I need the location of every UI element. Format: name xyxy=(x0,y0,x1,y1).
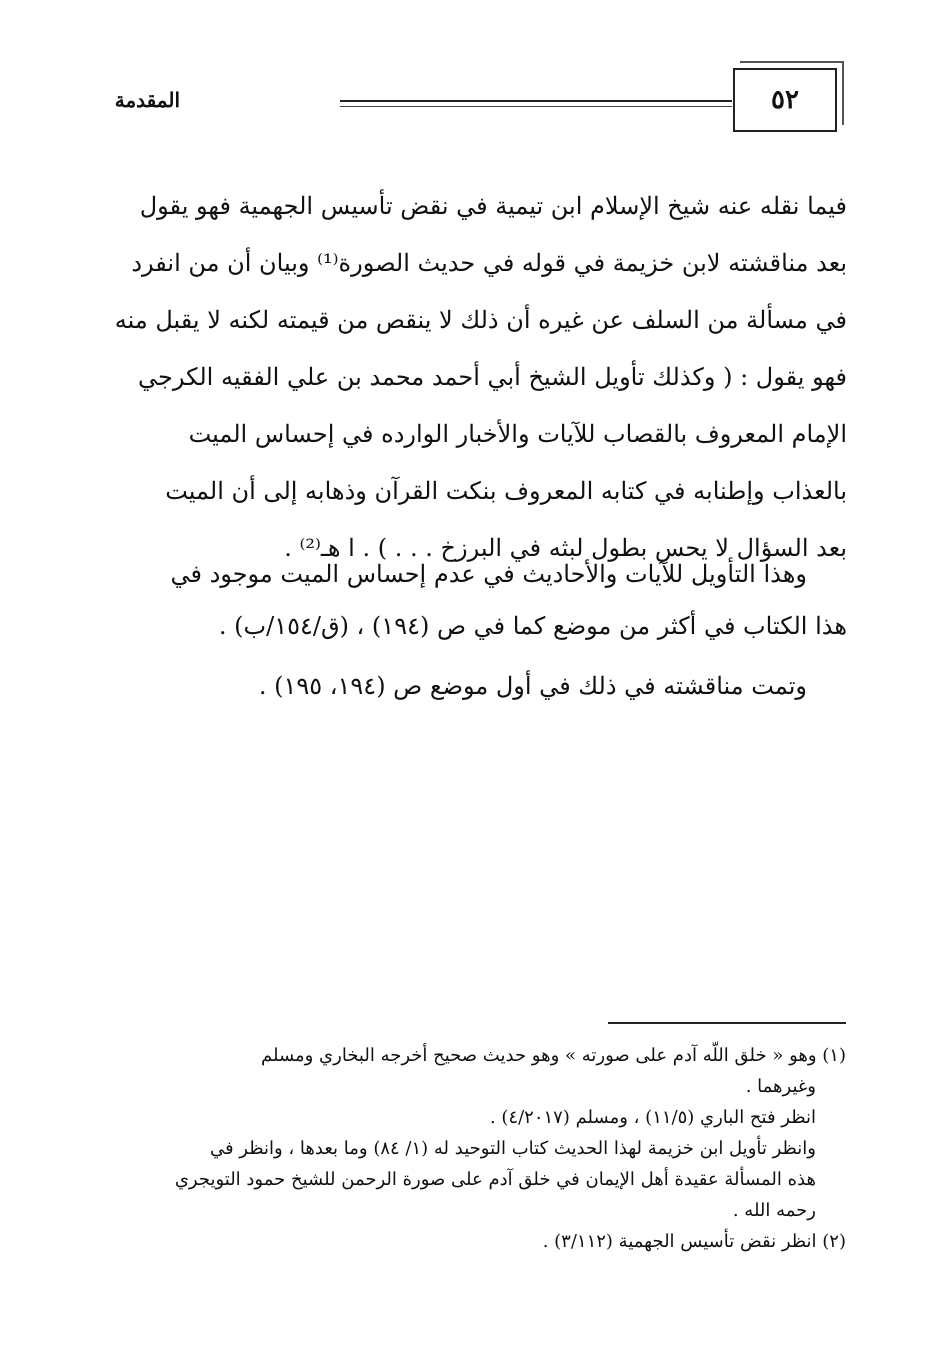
paragraph-3 xyxy=(105,660,847,712)
footnote-line: (٢) انظر نقض تأسيس الجهمية (٣/١١٢) . xyxy=(542,1231,846,1252)
page-number-box xyxy=(733,68,837,132)
text-line: الإمام المعروف بالقصاب للآيات والأخبار الوارده في إحساس الميت xyxy=(188,420,847,448)
footnote-line: هذه المسألة عقيدة أهل الإيمان في خلق آدم على صورة الرحمن للشيخ حمود التويجري xyxy=(174,1169,816,1190)
footnote-line: انظر فتح الباري (١١/٥) ، ومسلم (٤/٢٠١٧) . xyxy=(489,1107,816,1128)
text-line: فيما نقله عنه شيخ الإسلام ابن تيمية في نقض تأسيس الجهمية فهو يقول xyxy=(139,192,847,220)
paragraph-1 xyxy=(105,178,847,577)
header-rule xyxy=(340,100,732,102)
text-line: بعد السؤال لا يحس بطول لبثه في البرزخ . . . ) . ا هـ⁽²⁾ . xyxy=(284,534,847,562)
footnote-separator xyxy=(608,1022,846,1024)
text-line: هذا الكتاب في أكثر من موضع كما في ص (١٩٤) ، (ق/١٥٤/ب) . xyxy=(218,612,847,640)
section-title: المقدمة xyxy=(114,88,180,112)
text-line: وتمت مناقشته في ذلك في أول موضع ص (١٩٤، ١٩٥) . xyxy=(258,672,807,700)
paragraph-2 xyxy=(105,548,847,652)
text-line: في مسألة من السلف عن غيره أن ذلك لا ينقص من قيمته لكنه لا يقبل منه xyxy=(114,306,847,334)
footnote-line: (١) وهو « خلق اللّه آدم على صورته » وهو حديث صحيح أخرجه البخاري ومسلم xyxy=(261,1045,846,1066)
header-rule-thin xyxy=(340,106,732,107)
page-number: ٥٢ xyxy=(771,85,799,115)
text-line: بعد مناقشته لابن خزيمة في قوله في حديث الصورة⁽¹⁾ وبيان أن من انفرد xyxy=(131,249,847,277)
footnote-line: وانظر تأويل ابن خزيمة لهذا الحديث كتاب التوحيد له (١/ ٨٤) وما بعدها ، وانظر في xyxy=(209,1138,816,1159)
text-line: فهو يقول : ( وكذلك تأويل الشيخ أبي أحمد محمد بن علي الفقيه الكرجي xyxy=(138,363,847,391)
footnotes xyxy=(100,1040,846,1257)
footnote-line: وغيرهما . xyxy=(745,1076,816,1097)
text-line: وهذا التأويل للآيات والأحاديث في عدم إحساس الميت موجود في xyxy=(170,560,807,588)
footnote-line: رحمه الله . xyxy=(732,1200,816,1221)
text-line: بالعذاب وإطنابه في كتابه المعروف بنكت القرآن وذهابه إلى أن الميت xyxy=(165,477,847,505)
